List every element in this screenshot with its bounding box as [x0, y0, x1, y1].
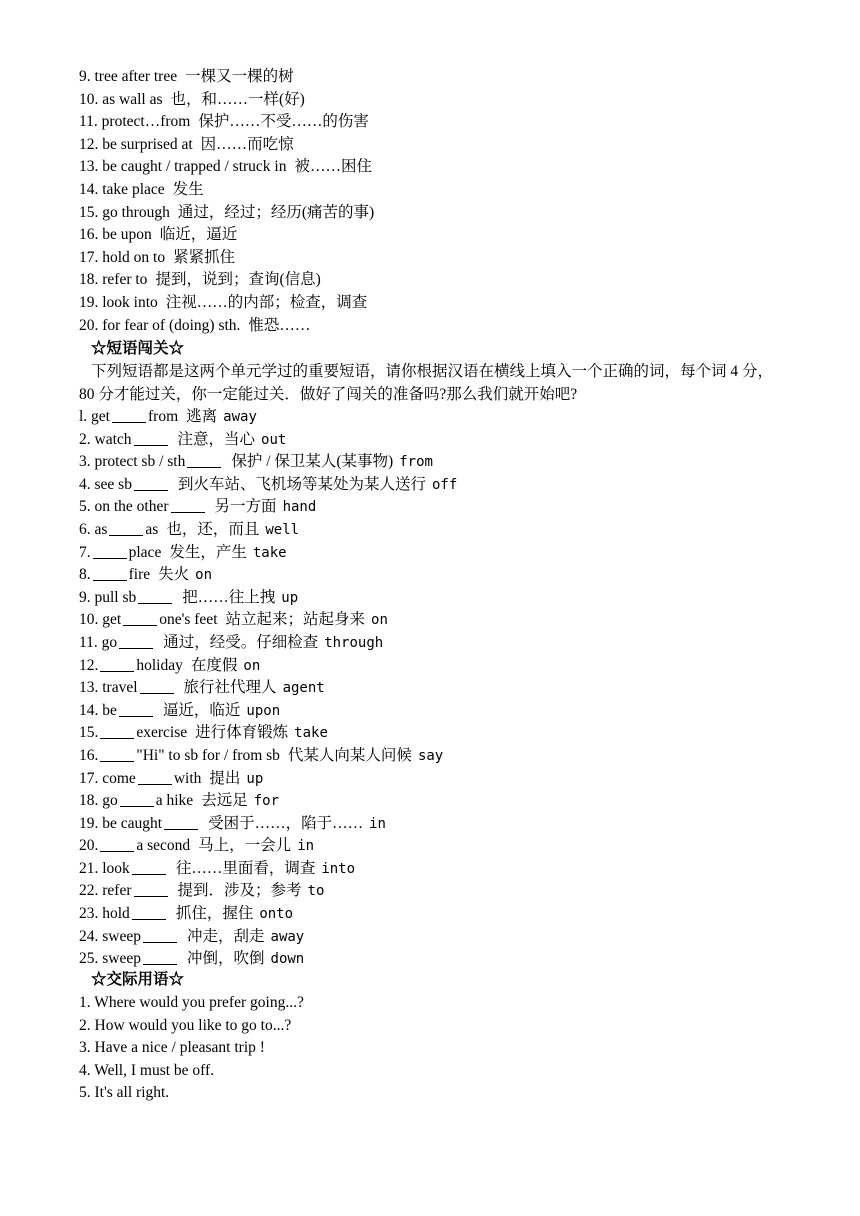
phrase-chinese: 在度假 — [190, 656, 238, 674]
phrase-prefix: 25. sweep — [79, 950, 141, 968]
phrase-suffix: fire — [128, 566, 151, 584]
communication-list — [79, 992, 799, 1105]
answer-blank[interactable] — [164, 815, 198, 830]
phrase-prefix: 3. protect sb / sth — [79, 453, 186, 471]
vocab-chinese: 被……困住 — [294, 158, 372, 176]
answer-blank[interactable] — [93, 544, 127, 559]
phrase-prefix: 9. pull sb — [79, 588, 137, 606]
answer-blank[interactable] — [93, 566, 127, 581]
vocab-english: 17. hold on to — [79, 248, 166, 266]
phrase-answer: upon — [246, 702, 281, 719]
vocab-item — [79, 156, 799, 179]
phrase-answer: into — [321, 860, 356, 877]
phrase-answer: onto — [259, 906, 294, 923]
phrase-suffix: with — [173, 769, 202, 787]
vocab-english: 15. go through — [79, 203, 170, 221]
phrase-answer: take — [294, 725, 328, 742]
phrase-chinese: 也，还，而且 — [166, 520, 260, 538]
phrase-chinese: 提到．涉及；参考 — [177, 882, 302, 900]
vocab-english: 20. for fear of (doing) sth. — [79, 316, 241, 334]
phrase-prefix: 7. — [79, 543, 91, 561]
phrase-prefix: 15. — [79, 724, 99, 742]
vocab-item — [79, 66, 799, 89]
vocab-chinese: 也，和……一样(好) — [170, 90, 305, 108]
phrase-item — [79, 790, 799, 813]
phrase-item — [79, 564, 799, 587]
phrase-answer: in — [297, 838, 315, 855]
phrase-chinese: 马上，一会儿 — [198, 837, 292, 855]
phrase-chinese: 到火车站、飞机场等某处为某人送行 — [177, 475, 426, 493]
vocab-english: 11. protect…from — [79, 113, 191, 131]
answer-blank[interactable] — [100, 747, 134, 762]
phrase-exercise-list — [79, 406, 799, 971]
vocab-chinese: 紧紧抓住 — [173, 248, 236, 266]
answer-blank[interactable] — [134, 882, 168, 897]
communication-item: 5. It's all right. — [79, 1084, 170, 1102]
vocab-chinese: 注视……的内部；检查，调查 — [165, 293, 368, 311]
phrase-item — [79, 903, 799, 926]
answer-blank[interactable] — [143, 950, 177, 965]
phrase-suffix: as — [145, 520, 159, 538]
answer-blank[interactable] — [100, 657, 134, 672]
phrase-answer: well — [265, 521, 300, 538]
answer-blank[interactable] — [100, 724, 134, 739]
communication-item: 4. Well, I must be off. — [79, 1061, 215, 1079]
phrase-chinese: 旅行社代理人 — [183, 679, 277, 697]
phrase-item — [79, 406, 799, 429]
vocab-item — [79, 292, 799, 315]
phrase-item — [79, 496, 799, 519]
phrase-chinese: 冲倒，吹倒 — [187, 950, 265, 968]
vocab-english: 14. take place — [79, 180, 165, 198]
phrase-chinese: 通过，经受。仔细检查 — [163, 633, 319, 651]
phrase-answer: off — [431, 476, 458, 493]
phrase-item — [79, 519, 799, 542]
phrase-answer: agent — [282, 680, 325, 697]
phrase-item — [79, 948, 799, 971]
vocab-chinese: 通过，经过；经历(痛苦的事) — [177, 203, 375, 221]
phrase-suffix: "Hi" to sb for / from sb — [136, 746, 280, 764]
phrase-item — [79, 745, 799, 768]
phrase-prefix: 12. — [79, 656, 99, 674]
communication-section-heading: ☆交际用语☆ — [91, 971, 185, 988]
phrase-answer: through — [324, 634, 384, 651]
phrase-prefix: 23. hold — [79, 905, 130, 923]
phrase-suffix: holiday — [136, 656, 183, 674]
answer-blank[interactable] — [138, 589, 172, 604]
answer-blank[interactable] — [132, 905, 166, 920]
phrase-item — [79, 677, 799, 700]
vocab-english: 18. refer to — [79, 271, 148, 289]
phrase-prefix: 24. sweep — [79, 927, 141, 945]
answer-blank[interactable] — [109, 521, 143, 536]
phrase-chinese: 站立起来；站起身来 — [225, 611, 366, 629]
vocab-item — [79, 269, 799, 292]
vocab-item — [79, 134, 799, 157]
answer-blank[interactable] — [138, 770, 172, 785]
vocab-chinese: 发生 — [172, 180, 204, 198]
phrase-prefix: 17. come — [79, 769, 136, 787]
vocab-item — [79, 224, 799, 247]
vocab-item — [79, 315, 799, 338]
answer-blank[interactable] — [119, 634, 153, 649]
phrase-answer: up — [281, 589, 299, 606]
phrase-item — [79, 632, 799, 655]
phrase-item — [79, 813, 799, 836]
phrase-prefix: 16. — [79, 746, 99, 764]
answer-blank[interactable] — [171, 498, 205, 513]
answer-blank[interactable] — [100, 837, 134, 852]
phrase-prefix: 21. look — [79, 859, 130, 877]
vocab-item — [79, 111, 799, 134]
phrase-answer: from — [399, 454, 433, 471]
phrase-answer: on — [195, 567, 213, 584]
phrase-chinese: 失火 — [158, 566, 190, 584]
phrase-item — [79, 655, 799, 678]
answer-blank[interactable] — [120, 792, 154, 807]
phrase-item — [79, 700, 799, 723]
phrase-chinese: 发生，产生 — [169, 543, 247, 561]
phrase-answer: on — [243, 657, 261, 674]
answer-blank[interactable] — [132, 860, 166, 875]
vocab-chinese: 因……而吃惊 — [200, 135, 294, 153]
phrase-item — [79, 609, 799, 632]
phrase-item — [79, 451, 799, 474]
vocab-chinese: 一棵又一棵的树 — [185, 68, 294, 85]
phrase-answer: down — [270, 951, 305, 968]
vocab-item — [79, 179, 799, 202]
phrase-item — [79, 768, 799, 791]
phrase-item — [79, 429, 799, 452]
phrase-prefix: l. get — [79, 408, 110, 425]
phrase-chinese: 把……往上拽 — [182, 588, 276, 606]
phrase-chinese: 逃离 — [186, 408, 218, 425]
phrase-item — [79, 722, 799, 745]
phrase-answer: for — [253, 793, 280, 810]
communication-item: 3. Have a nice / pleasant trip ! — [79, 1039, 265, 1057]
vocab-english: 12. be surprised at — [79, 135, 193, 153]
phrase-prefix: 5. on the other — [79, 498, 169, 516]
answer-blank[interactable] — [187, 453, 221, 468]
phrase-answer: hand — [282, 499, 317, 516]
vocab-english: 10. as wall as — [79, 90, 163, 108]
vocab-chinese: 提到，说到；查询(信息) — [155, 271, 321, 289]
phrase-suffix: exercise — [136, 724, 188, 742]
phrase-chinese: 另一方面 — [214, 498, 277, 516]
phrase-item — [79, 542, 799, 565]
phrase-item — [79, 926, 799, 949]
phrase-chinese: 保护 / 保卫某人(某事物) — [231, 453, 394, 471]
phrase-prefix: 19. be caught — [79, 814, 163, 832]
phrase-prefix: 6. as — [79, 520, 108, 538]
phrase-chinese: 往……里面看，调查 — [175, 859, 316, 877]
phrase-prefix: 11. go — [79, 633, 118, 651]
answer-blank[interactable] — [134, 431, 168, 446]
phrase-answer: say — [417, 747, 444, 764]
phrase-prefix: 14. be — [79, 701, 117, 719]
vocab-list — [79, 66, 799, 337]
vocab-english: 9. tree after tree — [79, 68, 178, 85]
phrase-suffix: place — [128, 543, 162, 561]
phrase-answer: on — [371, 612, 388, 629]
answer-blank[interactable] — [140, 679, 174, 694]
phrase-chinese: 提出 — [209, 769, 241, 787]
phrase-answer: to — [307, 883, 325, 900]
phrase-chinese: 冲走，刮走 — [187, 927, 265, 945]
phrase-answer: in — [369, 815, 386, 832]
phrase-suffix: a second — [136, 837, 191, 855]
answer-blank[interactable] — [112, 408, 146, 423]
phrase-item — [79, 474, 799, 497]
phrase-item — [79, 587, 799, 610]
answer-blank[interactable] — [134, 476, 168, 491]
phrase-prefix: 2. watch — [79, 430, 132, 448]
communication-item: 2. How would you like to go to...? — [79, 1016, 292, 1034]
phrase-chinese: 注意，当心 — [177, 430, 256, 448]
phrase-chinese: 进行体育锻炼 — [195, 724, 289, 742]
phrase-chinese: 受困于……，陷于…… — [208, 814, 364, 832]
phrase-chinese: 代某人向某人问候 — [287, 746, 412, 764]
vocab-chinese: 保护……不受……的伤害 — [198, 113, 369, 131]
answer-blank[interactable] — [119, 702, 153, 717]
phrase-prefix: 20. — [79, 837, 99, 855]
vocab-english: 19. look into — [79, 293, 158, 311]
phrase-suffix: one's feet — [159, 611, 218, 629]
phrase-suffix: from — [148, 408, 179, 425]
answer-blank[interactable] — [123, 611, 157, 626]
phrase-answer: away — [223, 409, 257, 425]
vocab-english: 16. be upon — [79, 226, 152, 244]
phrase-prefix: 4. see sb — [79, 475, 132, 493]
phrase-chinese: 抓住，握住 — [175, 905, 254, 923]
phrase-suffix: a hike — [155, 792, 194, 810]
vocab-item — [79, 89, 799, 112]
phrase-chinese: 去远足 — [201, 792, 248, 810]
phrase-answer: take — [252, 544, 287, 561]
phrase-prefix: 18. go — [79, 792, 118, 810]
phrase-item — [79, 835, 799, 858]
phrase-answer: up — [246, 770, 264, 787]
vocab-chinese: 惟恐…… — [248, 316, 311, 334]
phrase-item — [79, 858, 799, 881]
phrase-answer: out — [261, 431, 287, 448]
phrase-chinese: 逼近，临近 — [162, 701, 241, 719]
phrase-prefix: 22. refer — [79, 882, 132, 900]
phrase-answer: away — [270, 928, 305, 945]
phrase-section-intro: 下列短语都是这两个单元学过的重要短语，请你根据汉语在横线上填入一个正确的词，每个词 4 分，80 分才能过关，你一定能过关．做好了闯关的准备吗?那么我们就开始吧? — [79, 363, 774, 403]
communication-item: 1. Where would you prefer going...? — [79, 994, 304, 1011]
phrase-prefix: 10. get — [79, 611, 122, 629]
phrase-prefix: 8. — [79, 566, 91, 584]
vocab-english: 13. be caught / trapped / struck in — [79, 158, 287, 176]
phrase-section-heading: ☆短语闯关☆ — [91, 340, 185, 357]
vocab-item — [79, 247, 799, 270]
phrase-item — [79, 880, 799, 903]
answer-blank[interactable] — [143, 928, 177, 943]
phrase-prefix: 13. travel — [79, 679, 138, 697]
vocab-chinese: 临近，逼近 — [159, 226, 238, 244]
vocab-item — [79, 202, 799, 225]
